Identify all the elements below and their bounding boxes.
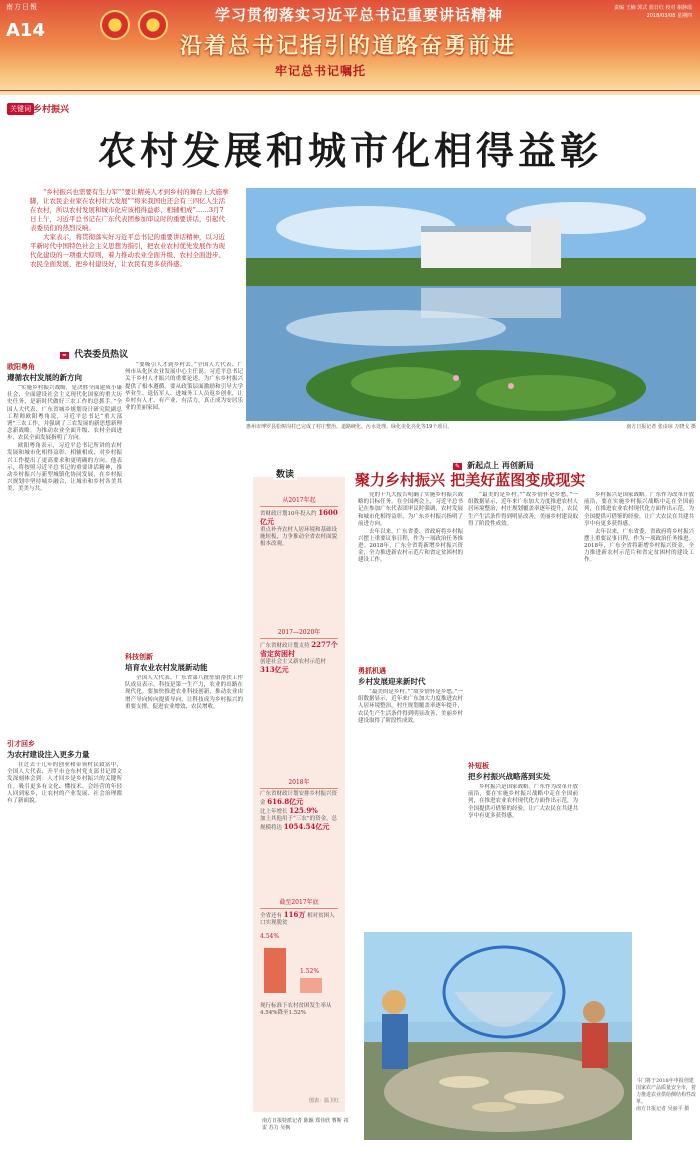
data-v2b: 313亿元 [260, 665, 289, 674]
poverty-bar-chart [260, 933, 338, 1003]
right-p2: 去年以来，广东省委、省政府将乡村振兴摆上重要议事日程，作为一项政治任务推进。2018年，广东全省将新增乡村振兴资金，全力推进新农村示范片和省定贫困村的建设工作。 [358, 528, 463, 564]
section-title-right: 新起点上 再创新局 [467, 460, 534, 470]
data-t4: 全省还有 [260, 913, 283, 919]
data-t3b: 比上年增长 [260, 809, 288, 815]
reporters-byline: 南方日报特派记者 陈颖 郑佳欣 曹斯 祁雷 苏力 吴枫 [262, 1118, 349, 1131]
bottom-photo [364, 932, 632, 1140]
feather-icon: ✒ [62, 352, 68, 359]
right-sub2: 补短板 [468, 761, 489, 770]
data-note: 图表：温卫红 [308, 1098, 339, 1104]
photo-credit: 南方日报记者 张由琼 万晓戈 摄 [626, 424, 696, 430]
editor-credits: 责编 王楠 郭式 蓝日红 校对 谢静瑶 [614, 5, 692, 11]
national-emblem-icon [138, 10, 168, 40]
col1-text: “实施乡村振兴战略，是决胜全面建成小康社会、全面建设社会主义现代化国家的重大历史任务，是新时代做好三农工作的总抓手。”全国人大代表、广东省城乡规划设计研究院副总工程师欧阳粤角说，习近平总书记“重大部署”三农工作，并强调了三农发展的新思想新理念新战略，为推动农业全面升级、农村全面进步、农民全面发展指明了方向。 [7, 385, 122, 442]
bar-after-label: 1.52% [300, 968, 320, 975]
data-t1: 省财政计划10年投入约 [260, 511, 317, 517]
bar-before-label: 4.54% [260, 933, 280, 940]
data-h4: 截至2017年底 [279, 899, 319, 906]
data-h1: 从2017年起 [282, 497, 316, 504]
photo-caption-row [246, 423, 696, 430]
lead-paragraphs [30, 188, 230, 269]
right-sub2-title: 把乡村振兴战略落到实处 [468, 772, 551, 781]
data-v3b: 125.9% [289, 806, 318, 815]
section-title-reps: 代表委员热议 [74, 350, 129, 360]
col1-text2: 欧阳粤角表示，习近平总书记所讲的农村发展和城市化相得益彰、相辅相成，对乡村振兴工作提出了更高要求和更明确的方向。他表示，将按照习近平总书记的重要讲话精神，推动乡村振兴与新型城镇化协同发展，在乡村振兴规划中坚持城乡融合，让城市和乡村各美其美、美美与共。 [7, 443, 122, 493]
bottom-caption: 斗门将于2018年申报创建国家农产品质量安全市，着力推进农业供给侧结构性改革。 [636, 1078, 697, 1105]
subhead-1-title: 遵循农村发展的新方向 [7, 373, 82, 382]
data-box-title: 数读 [273, 467, 297, 480]
data-t2b: 创建社会主义新农村示范村 [260, 659, 327, 665]
page-number: A14 [6, 20, 45, 41]
column-2 [125, 362, 243, 1075]
divider [0, 90, 700, 91]
data-t1b: 重点补齐农村人居环境和基础设施短板，力争推动全省农村面貌根本改观。 [260, 527, 338, 547]
lead-p2: 大家表示，将贯彻落实好习近平总书记的重要讲话精神，以习近平新时代中国特色社会主义思想为指引，把农业农村优先发展作为现代化建设的一项重大原则，着力推动农业全面升级、农村全面进步、农民全面发展，把乡村建设好，让农民有更多获得感。 [30, 233, 225, 268]
data-box [253, 470, 345, 1112]
page-title: 农村发展和城市化相得益彰 [97, 128, 602, 173]
banner-line-1: 学习贯彻落实习近平总书记重要讲话精神 [215, 6, 504, 24]
col2-text: “要吸引人才到乡村去。”全国人大代表、广州市从化区农业发展中心主任说。习近平总书记关于乡村人才振兴的重要论述，为广东乡村振兴提供了根本遵循。要从政策层面激励和引导大学毕业生、退伍军人、进城务工人员返乡创业，让乡村有人才、有产业、有活力，真正成为安居乐业的美丽家园。 [125, 362, 243, 412]
col2-text2: 全国人大代表、广东省第八批驻镇帮扶工作队成员表示，科技是第一生产力，农业的出路在现代化。要加快推进农业科技创新，推动农业由增产导向转向提质导向，让科技成为乡村振兴的重要支撑，促进农业增效、农民增收。 [125, 675, 243, 710]
bar-before [264, 948, 286, 993]
paper-name: 南方日報 [6, 3, 38, 11]
data-t3: 广东省财政计划安排乡村振兴资金 [260, 791, 338, 806]
right-p2-cont: 去年以来，广东省委、省政府将乡村振兴摆上重要议事日程，作为一项政治任务推进。2018年，广东全省将新增乡村振兴资金，全力推进新农村示范片和省定贫困村的建设工作。 [584, 528, 694, 564]
issue-date: 2018/03/08 星期四 [646, 13, 692, 19]
data-t2: 广东省财政计划支持 [260, 643, 310, 649]
keyword-title: 乡村振兴 [33, 105, 70, 115]
data-t3c: 加上其他用于“三农”的资金，总规模将达 [260, 816, 338, 831]
bar-after [300, 978, 322, 993]
keyword-tag: 关键词 [7, 103, 34, 115]
main-photo [246, 188, 696, 421]
data-v1: 1600亿元 [260, 508, 338, 526]
subhead-2: 引才回乡 [7, 739, 35, 748]
data-t4c: 现行标准下农村贫困发生率从4.54%降至1.52% [260, 1003, 332, 1016]
right-headline: 聚力乡村振兴 把美好蓝图变成现实 [355, 471, 586, 489]
banner-line-3: 牢记总书记嘱托 [275, 64, 367, 78]
data-v2: 2277个省定贫困村 [260, 640, 338, 658]
right-column-3 [584, 492, 694, 902]
right-p1: 党的十九大报告明确了实施乡村振兴战略的目标任务。在全国两会上，习近平总书记在参加广东代表团审议时强调，农村发展和城市化相得益彰，为广东乡村振兴指明了前进方向。 [358, 492, 463, 527]
data-t4b: 相对贫困人口实现脱贫 [260, 913, 335, 926]
right-p4-cont: 乡村振兴是国家战略。广东作为改革开放前沿，要在实施乡村振兴战略中走在全国前列，在推进农业农村现代化方面作出示范，为全国提供可借鉴的经验，让广大农民在共建共享中有更多获得感。 [584, 492, 694, 527]
party-emblem-icon [100, 10, 130, 40]
right-sub1-title: 乡村发展迎来新时代 [358, 677, 426, 686]
data-h2: 2017—2020年 [277, 629, 321, 636]
section-header-reps [60, 342, 128, 361]
bottom-caption-block [636, 1078, 696, 1113]
right-p4: 乡村振兴是国家战略。广东作为改革开放前沿，要在实施乡村振兴战略中走在全国前列，在推进农业农村现代化方面作出示范，为全国提供可借鉴的经验，让广大农民在共建共享中有更多获得感。 [468, 784, 578, 819]
right-p3: “最美的是乡村。”“故乡情怀是乡愁。”一组数据显示，近年来广东加大力度推进农村人居环境整治，村庄规划覆盖率逐年提升，农民生产生活条件得到明显改善，美丽乡村建设取得了阶段性成效。 [358, 689, 463, 724]
subhead-3-title: 培育农业农村发展新动能 [125, 663, 208, 672]
data-v3: 616.8亿元 [267, 797, 304, 806]
data-h3: 2018年 [288, 779, 310, 786]
pen-icon: ✎ [455, 463, 461, 470]
lead-p1: “乡村振兴也需要有生力军”“要让精英人才到乡村的舞台上大施拳脚，让农民企业家在农村壮大发展”“将来我国也还会有三四亿人生活在农村，所以农村发展和城市化应该相得益彰、相辅相成”……3月7日上午，习近平总书记在广东代表团参加审议时的重要讲话，引起代表委员们的热烈反响。 [30, 188, 229, 232]
subhead-2-title: 为农村建设注入更多力量 [7, 750, 90, 759]
data-v3c: 1054.54亿元 [283, 822, 330, 831]
subhead-1: 欧阳粤角 [7, 362, 35, 371]
banner-line-2: 沿着总书记指引的道路奋勇前进 [180, 33, 517, 59]
subhead-3: 科技创新 [125, 652, 153, 661]
photo-caption: 惠州市博罗县松树岗村已完成了村庄整治、道路硬化、污水处理、绿化美化亮化等19个项目。 [246, 424, 453, 430]
right-column-1 [358, 492, 463, 899]
right-p3-cont: “最美的是乡村。”“故乡情怀是乡愁。”一组数据显示，近年来广东加大力度推进农村人居环境整治，村庄规划覆盖率逐年提升，农民生产生活条件得到明显改善，美丽乡村建设取得了阶段性成效。 [468, 492, 578, 527]
bottom-credit: 南方日报记者 吴丽平 摄 [636, 1106, 690, 1112]
right-sub1: 勇抓机遇 [358, 666, 386, 675]
column-1 [7, 362, 122, 932]
col1-text3: 在过去十几年的创业和带领村民致富中，全国人大代表、开平市仓东村党支部书记谭文发深刻体会到：人才回乡是乡村振兴的关键所在。吸引更多有文化、懂技术、会经营的年轻人回到家乡，让农村的产业发展、社会治理都有了新面貌。 [7, 762, 122, 805]
page-meta [614, 4, 692, 20]
data-v4: 116万 [283, 910, 306, 919]
right-column-2 [468, 492, 578, 914]
